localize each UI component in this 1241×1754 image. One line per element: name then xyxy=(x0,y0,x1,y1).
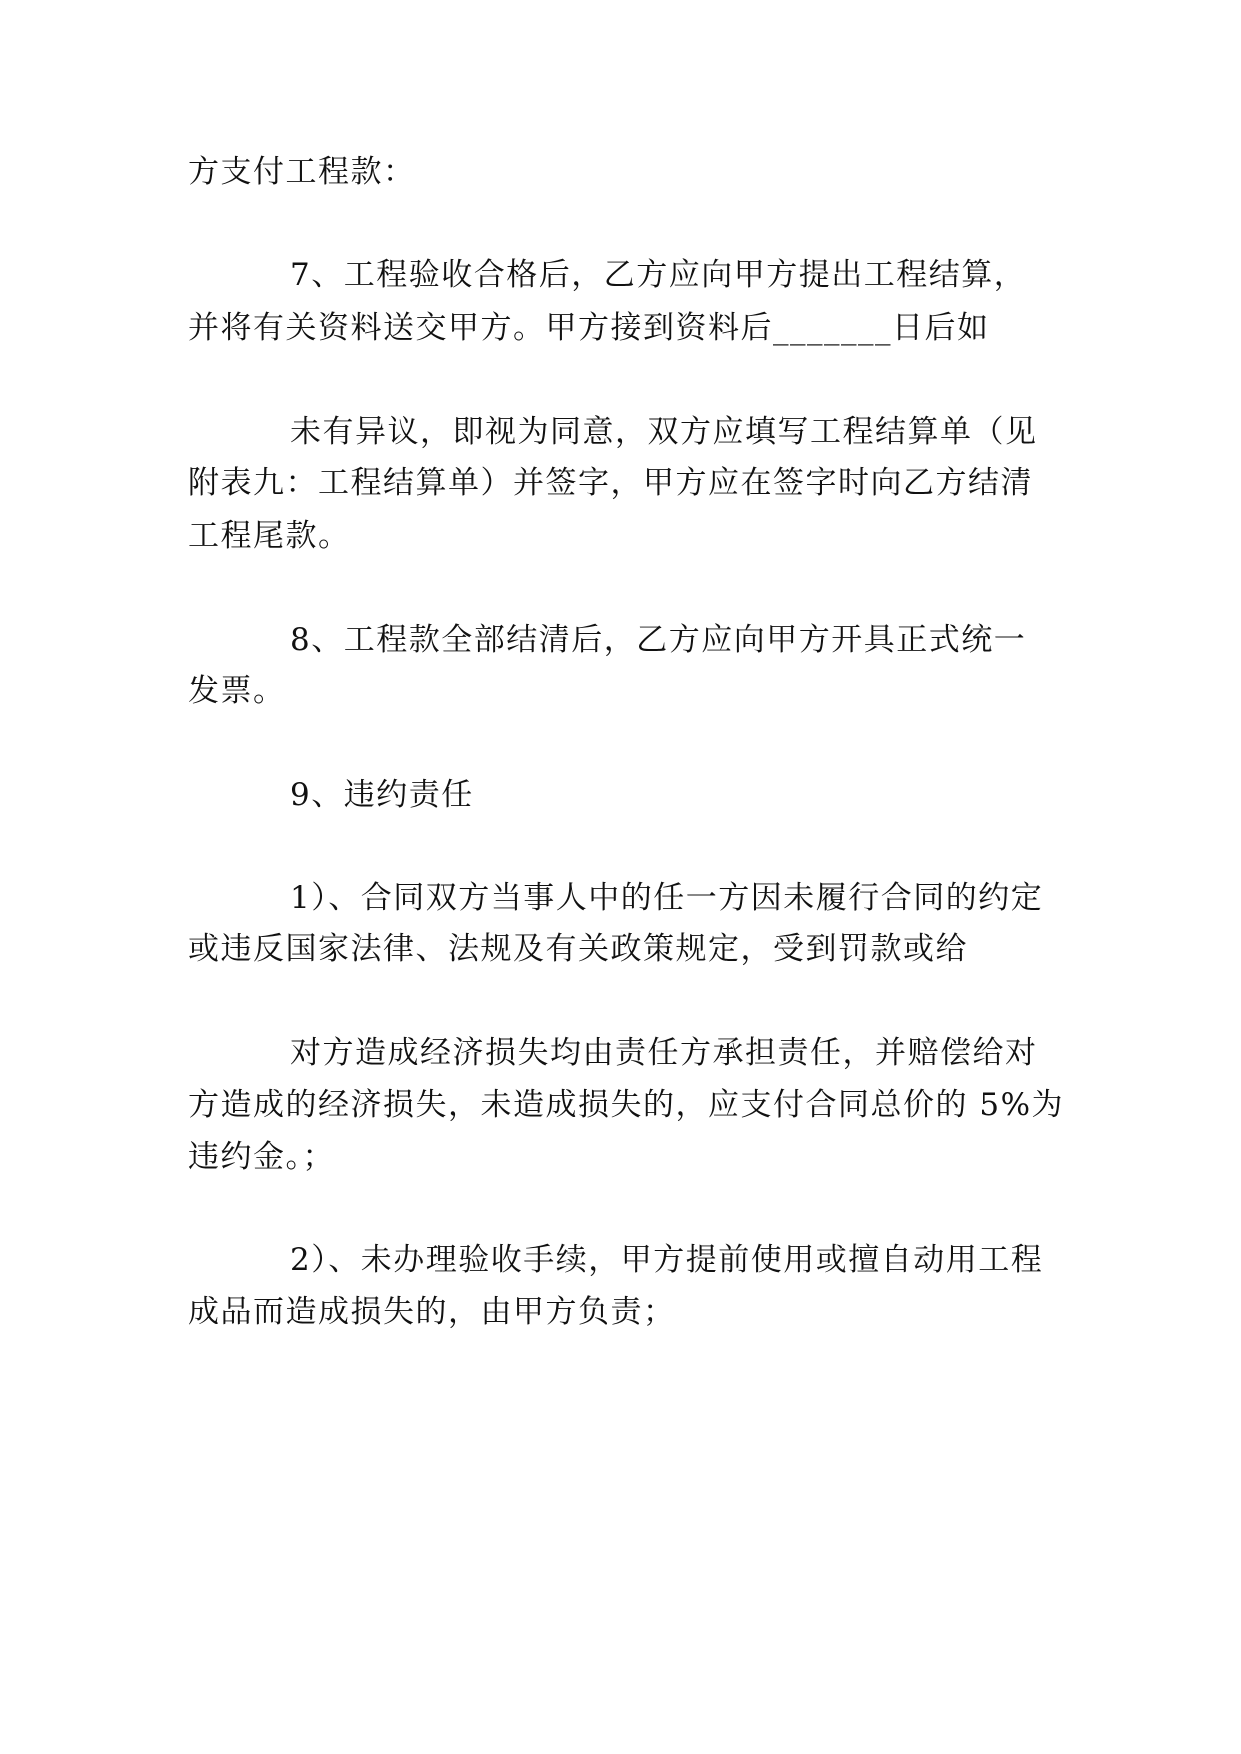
paragraph-text: 违约金。； xyxy=(188,1139,335,1175)
paragraph-text: 工程尾款。 xyxy=(188,518,351,554)
paragraph-text: 对方造成经济损失均由责任方承担责任，并赔偿给对 xyxy=(290,1035,1038,1071)
paragraph-text: 方支付工程款： xyxy=(188,154,416,190)
paragraph-text: 发票。 xyxy=(188,673,286,709)
paragraph-text: 并将有关资料送交甲方。甲方接到资料后_______日后如 xyxy=(188,310,990,346)
paragraph-text: 方造成的经济损失，未造成损失的，应支付合同总价的 5%为 xyxy=(188,1087,1065,1123)
paragraph-text: 7、工程验收合格后，乙方应向甲方提出工程结算， xyxy=(290,257,1027,293)
section-heading: 9、违约责任 xyxy=(290,777,474,813)
paragraph-text: 附表九：工程结算单）并签字，甲方应在签字时向乙方结清 xyxy=(188,465,1033,501)
paragraph-text: 2）、未办理验收手续，甲方提前使用或擅自动用工程 xyxy=(290,1242,1044,1278)
paragraph-text: 或违反国家法律、法规及有关政策规定，受到罚款或给 xyxy=(188,931,968,967)
paragraph-text: 8、工程款全部结清后，乙方应向甲方开具正式统一 xyxy=(290,622,1027,658)
paragraph-text: 成品而造成损失的，由甲方负责； xyxy=(188,1294,676,1330)
paragraph-text: 1）、合同双方当事人中的任一方因未履行合同的约定 xyxy=(290,880,1044,916)
paragraph-text: 未有异议，即视为同意，双方应填写工程结算单（见 xyxy=(290,414,1038,450)
